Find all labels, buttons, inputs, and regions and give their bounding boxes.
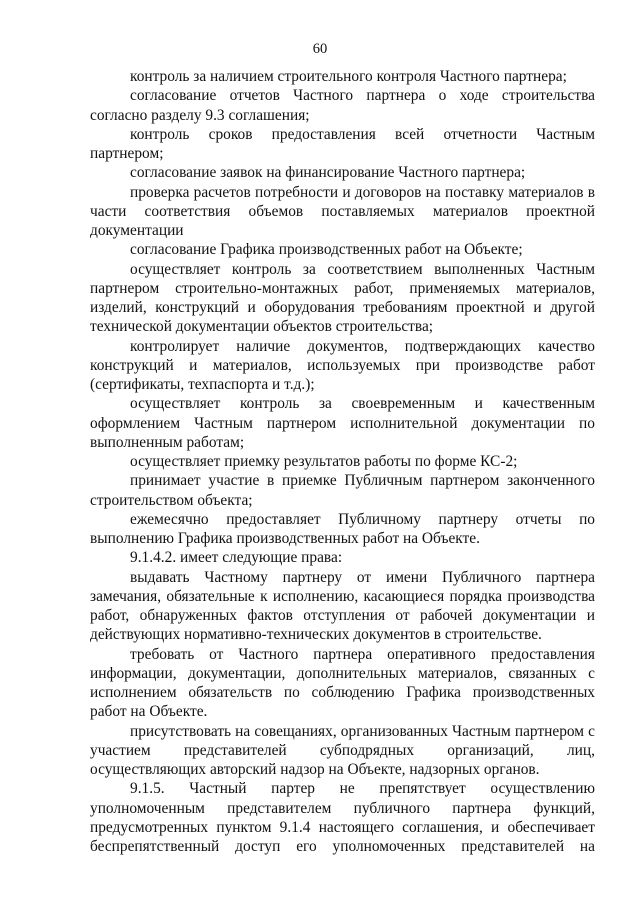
paragraph: 9.1.5. Частный партер не препятствует осуществлению уполномоченным представителем публичного партнера функций, предусмотренных пунктом 9.1.4 настоящего соглашения, и обеспечивает беспрепятственный доступ его уполномоченных представителей на — [90, 780, 595, 855]
paragraph: осуществляет контроль за соответствием выполненных Частным партнером строительно-монтажных работ, применяемых материалов, изделий, конструкций и оборудования требованиям проектной и другой технической документации объектов строительства; — [90, 260, 595, 336]
paragraph: присутствовать на совещаниях, организованных Частным партнером с участием представителей субподрядных организаций, лиц, осуществляющих авторский надзор на Объекте, надзорных органов. — [90, 722, 595, 778]
paragraph: контроль сроков предоставления всей отчетности Частным партнером; — [90, 125, 595, 162]
paragraph: принимает участие в приемке Публичным партнером законченного строительством объекта; — [90, 472, 595, 509]
paragraph: осуществляет контроль за своевременным и качественным оформлением Частным партнером исполнительной документации по выполненным работам; — [90, 395, 595, 451]
page-number: 60 — [312, 41, 328, 57]
paragraph: требовать от Частного партнера оперативного предоставления информации, документации, дополнительных материалов, связанных с исполнением обязательств по соблюдению Графика производственных работ на Объекте. — [90, 645, 595, 721]
paragraph: осуществляет приемку результатов работы по форме КС-2; — [130, 453, 518, 470]
paragraph: согласование Графика производственных работ на Объекте; — [130, 241, 523, 259]
paragraph: ежемесячно предоставляет Публичному партнеру отчеты по выполнению Графика производственных работ на Объекте. — [90, 510, 595, 547]
paragraph: согласование заявок на финансирование Частного партнера; — [130, 164, 526, 182]
paragraph: согласование отчетов Частного партнера о ходе строительства согласно разделу 9.3 соглашения; — [90, 87, 595, 124]
paragraph: контролирует наличие документов, подтверждающих качество конструкций и материалов, используемых при производстве работ (сертификаты, техпаспорта и т.д.); — [90, 337, 595, 393]
paragraph: контроль за наличием строительного контроля Частного партнера; — [130, 68, 567, 85]
paragraph: 9.1.4.2. имеет следующие права: — [130, 549, 343, 567]
paragraph: проверка расчетов потребности и договоров на поставку материалов в части соответствия объемов поставляемых материалов проектной документации — [90, 183, 595, 239]
paragraph: выдавать Частному партнеру от имени Публичного партнера замечания, обязательные к исполнению, касающиеся порядка производства работ, обнаруженных фактов отступления от рабочей документации и действующих нормативно-технических документов в строительстве. — [90, 568, 595, 644]
document-body — [90, 67, 595, 856]
